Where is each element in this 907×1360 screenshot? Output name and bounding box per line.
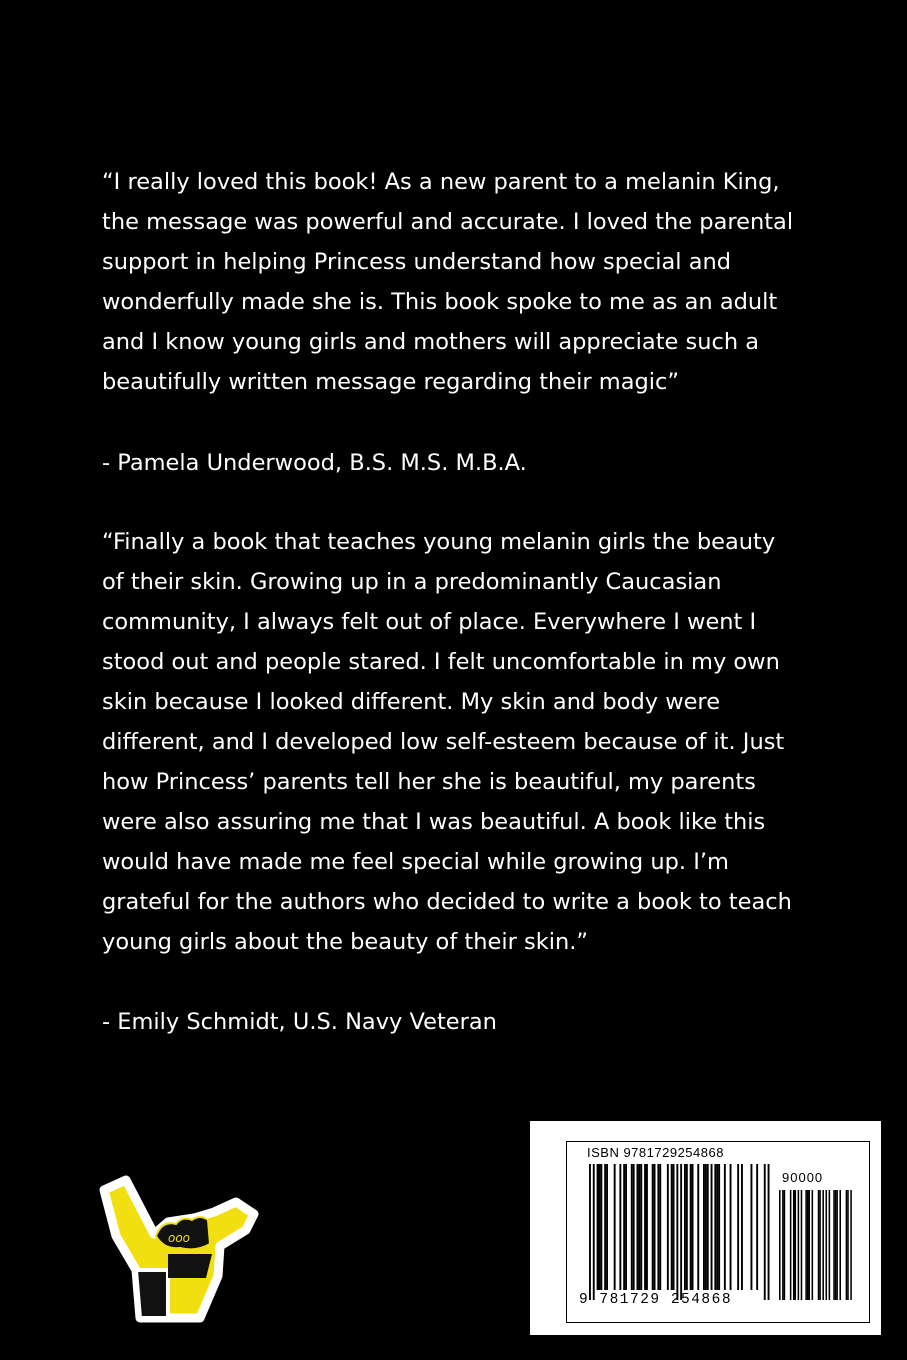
barcode-bar [644,1164,646,1290]
addon-bar [836,1190,838,1300]
addon-bar [835,1190,837,1300]
price-code: 90000 [782,1170,824,1185]
barcode-bar [703,1164,705,1290]
addon-bar [818,1190,820,1300]
barcode-bar [751,1164,753,1290]
testimonial-quote-1 [102,162,842,402]
barcode-bar [697,1164,699,1290]
quote-line: stood out and people stared. I felt uncomfortable in my own [102,649,780,675]
barcode-bar [637,1164,639,1290]
isbn-label: ISBN 9781729254868 [587,1145,724,1160]
addon-bar [798,1190,800,1300]
addon-bar [793,1190,795,1300]
quote-line: skin because I looked different. My skin and body were [102,689,721,715]
barcode-bar [756,1164,758,1290]
barcode-bar [659,1164,661,1290]
addon-bar [826,1190,828,1300]
barcode-bar [614,1164,616,1290]
barcode-bar [692,1164,694,1290]
quote-line: support in helping Princess understand how special and [102,249,732,275]
testimonial-attribution-2: - Emily Schmidt, U.S. Navy Veteran [102,1009,497,1035]
addon-bar [784,1190,786,1300]
barcode-bar [667,1164,669,1290]
svg-text:ooo: ooo [168,1231,191,1245]
quote-line: were also assuring me that I was beautiful. A book like this [102,809,766,835]
addon-bar [808,1190,810,1300]
barcode-box [530,1121,881,1335]
addon-bar [812,1190,814,1300]
barcode-bar [640,1164,642,1290]
testimonial-quote-2 [102,522,842,962]
barcode-digits: 9 781729 254868 [579,1292,733,1308]
addon-bar [850,1190,852,1300]
shaka-hand-icon [96,1172,261,1327]
barcode-bar [676,1164,678,1300]
barcode-bar [711,1164,713,1290]
addon-bar [833,1190,835,1300]
barcode-bar [707,1164,709,1290]
addon-bar [795,1190,797,1300]
barcode-bar [705,1164,707,1290]
barcode-bar [730,1164,732,1290]
barcode-bar [606,1164,608,1290]
addon-bar [779,1190,781,1300]
barcode-bar [593,1164,595,1300]
barcode-bar [714,1164,716,1290]
addon-bar [822,1190,824,1300]
barcode-bar [657,1164,659,1290]
quote-line: the message was powerful and accurate. I loved the parental [102,209,794,235]
barcode-bar [671,1164,673,1290]
barcode-bar [597,1164,599,1290]
barcode-bar [724,1164,726,1290]
barcode-bar [625,1164,627,1290]
barcode-bar [716,1164,718,1290]
addon-bar [846,1190,848,1300]
addon-bar [790,1190,792,1300]
quote-line: different, and I developed low self-esteem because of it. Just [102,729,785,755]
addon-bar [805,1190,807,1300]
barcode-frame [566,1141,870,1323]
quote-line: and I know young girls and mothers will appreciate such a [102,329,760,355]
barcode-bar [680,1164,682,1300]
quote-line: wonderfully made she is. This book spoke to me as an adult [102,289,778,315]
barcode-bar [764,1164,766,1300]
quote-line: would have made me feel special while growing up. I’m [102,849,729,875]
addon-bar [839,1190,841,1300]
barcode-bar [686,1164,688,1290]
quote-line: beautifully written message regarding their magic” [102,369,680,395]
barcode-bar [623,1164,625,1290]
barcode-bar [633,1164,635,1290]
barcode-bar [654,1164,656,1290]
barcode-bar [718,1164,720,1290]
barcode-bar [604,1164,606,1290]
quote-line: “I really loved this book! As a new parent to a melanin King, [102,169,780,195]
barcode-bar [768,1164,770,1300]
barcode-bar [646,1164,648,1290]
quote-line: “Finally a book that teaches young melanin girls the beauty [102,529,776,555]
addon-bar [829,1190,831,1300]
barcode-bar [600,1164,602,1290]
addon-bar [801,1190,803,1300]
barcode-bar [631,1164,633,1290]
barcode-bar [741,1164,743,1290]
barcode-bar [673,1164,675,1290]
barcode-bar [589,1164,591,1300]
barcode-bar [737,1164,739,1290]
quote-line: community, I always felt out of place. Everywhere I went I [102,609,757,635]
barcode-bar [652,1164,654,1290]
barcode-bar [599,1164,601,1290]
addon-bar [819,1190,821,1300]
barcode-bar [684,1164,686,1290]
quote-line: of their skin. Growing up in a predominantly Caucasian [102,569,722,595]
quote-line: grateful for the authors who decided to write a book to teach [102,889,792,915]
addon-bar [807,1190,809,1300]
barcode-bar [619,1164,621,1290]
addon-bar [782,1190,784,1300]
addon-bar [847,1190,849,1300]
testimonial-attribution-1: - Pamela Underwood, B.S. M.S. M.B.A. [102,450,527,476]
barcode-bar [690,1164,692,1290]
quote-line: young girls about the beauty of their skin.” [102,929,589,955]
quote-line: how Princess’ parents tell her she is beautiful, my parents [102,769,756,795]
barcode-bar [638,1164,640,1290]
